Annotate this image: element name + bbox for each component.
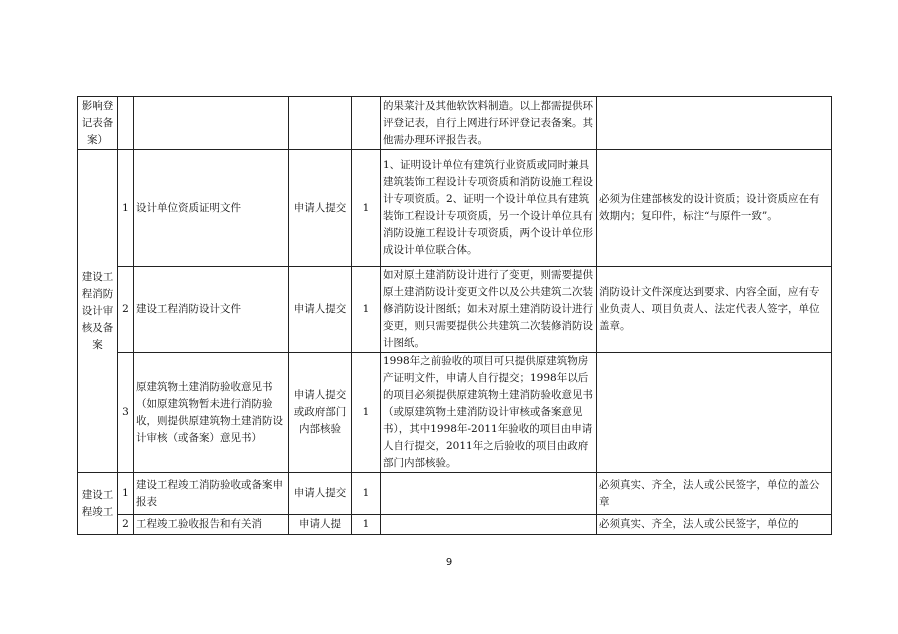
number-cell: 1	[118, 150, 134, 267]
document-name-cell: 原建筑物土建消防验收意见书（如原建筑物暂未进行消防验收，则提供原建筑物土建消防设计审核（或备案）意见书）	[134, 353, 289, 473]
table-row	[78, 473, 832, 515]
note-cell: 1、证明设计单位有建筑行业资质或同时兼具建筑装饰工程设计专项资质和消防设施工程设计专项资质。2、证明一个设计单位具有建筑装饰工程设计专项资质，另一个设计单位具有消防设施工程设计专项资质，两个设计单位形成设计单位联合体。	[381, 150, 597, 267]
note-cell	[381, 473, 597, 515]
copies-cell: 1	[352, 515, 381, 535]
number-cell	[118, 97, 134, 150]
source-cell: 申请人提交	[289, 267, 352, 353]
number-cell: 2	[118, 515, 134, 535]
document-name-cell: 建设工程竣工消防验收或备案申报表	[134, 473, 289, 515]
requirement-cell: 消防设计文件深度达到要求、内容全面，应有专业负责人、项目负责人、法定代表人签字，单位盖章。	[597, 267, 832, 353]
requirement-cell	[597, 353, 832, 473]
requirement-cell: 必须为住建部核发的设计资质；设计资质应在有效期内；复印件，标注“与原件一致”。	[597, 150, 832, 267]
number-cell: 2	[118, 267, 134, 353]
requirements-table	[77, 96, 832, 535]
table-row	[78, 353, 832, 473]
table-row	[78, 515, 832, 535]
document-name-cell: 设计单位资质证明文件	[134, 150, 289, 267]
copies-cell	[352, 97, 381, 150]
copies-cell: 1	[352, 267, 381, 353]
category-cell: 影响登记表备案）	[78, 97, 118, 150]
copies-cell: 1	[352, 150, 381, 267]
source-cell: 申请人提	[289, 515, 352, 535]
document-name-cell: 工程竣工验收报告和有关消	[134, 515, 289, 535]
source-cell	[289, 97, 352, 150]
document-name-cell	[134, 97, 289, 150]
requirement-cell: 必须真实、齐全，法人或公民签字，单位的	[597, 515, 832, 535]
document-name-cell: 建设工程消防设计文件	[134, 267, 289, 353]
requirement-cell: 必须真实、齐全，法人或公民签字，单位的盖公章	[597, 473, 832, 515]
table-row	[78, 150, 832, 267]
category-cell: 建设工程消防设计审核及备案	[78, 150, 118, 473]
note-cell: 如对原土建消防设计进行了变更，则需要提供原土建消防设计变更文件以及公共建筑二次装修消防设计图纸；如未对原土建消防设计进行变更，则只需要提供公共建筑二次装修消防设计图纸。	[381, 267, 597, 353]
source-cell: 申请人提交	[289, 150, 352, 267]
source-cell: 申请人提交	[289, 473, 352, 515]
note-cell: 1998年之前验收的项目可只提供原建筑物房产证明文件，申请人自行提交；1998年以后的项目必须提供原建筑物土建消防验收意见书（或原建筑物土建消防设计审核或备案意见书），其中1998年-2011年验收的项目由申请人自行提交，2011年之后验收的项目由政府部门内部核验。	[381, 353, 597, 473]
number-cell: 3	[118, 353, 134, 473]
note-cell	[381, 515, 597, 535]
category-cell: 建设工程竣工	[78, 473, 118, 535]
requirement-cell	[597, 97, 832, 150]
table-row	[78, 267, 832, 353]
copies-cell: 1	[352, 353, 381, 473]
source-cell: 申请人提交或政府部门内部核验	[289, 353, 352, 473]
table-row	[78, 97, 832, 150]
page-number: 9	[445, 557, 453, 568]
copies-cell: 1	[352, 473, 381, 515]
number-cell: 1	[118, 473, 134, 515]
note-cell: 的果菜汁及其他软饮料制造。以上都需提供环评登记表，自行上网进行环评登记表备案。其他需办理环评报告表。	[381, 97, 597, 150]
